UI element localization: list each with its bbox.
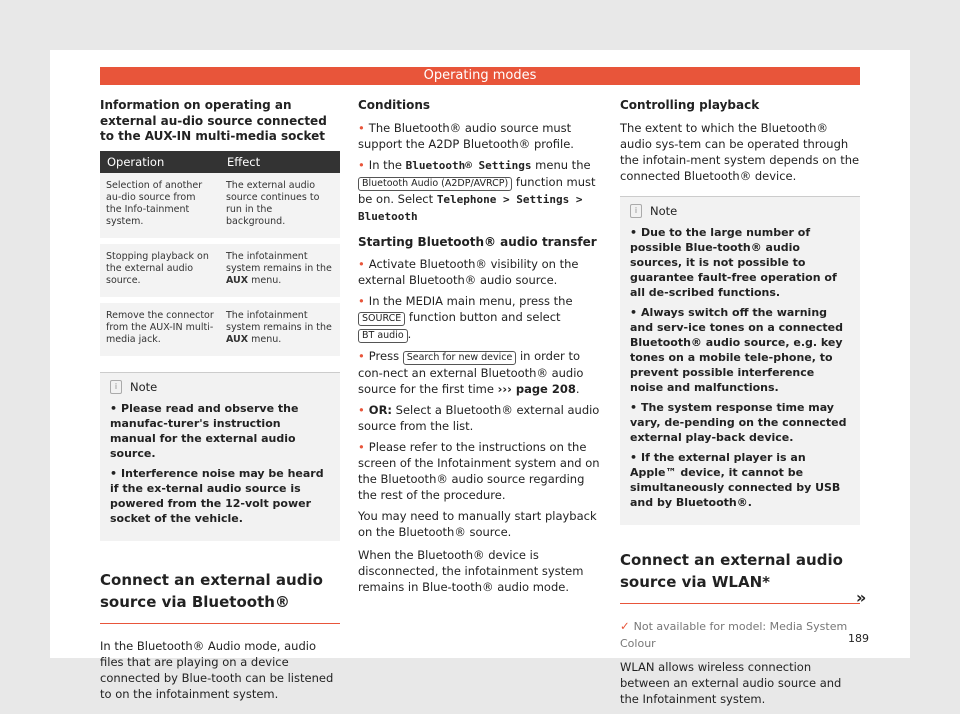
section-divider [100,623,340,624]
column-3 [620,98,860,714]
list-item: • Press Search for new device in order to con-nect an external Bluetooth® audio source for the first time ››› page 208. [358,349,584,396]
table-cell: Selection of another au-dio source from the Info-tainment system. [100,173,220,241]
column-1 [100,98,340,709]
table-row [100,241,340,300]
section-title-bluetooth: Connect an external audio source via Bluetooth® [100,570,323,611]
list-item: • OR: Select a Bluetooth® external audio source from the list. [358,403,600,433]
section-title-wlan: Connect an external audio source via WLAN* [620,550,843,591]
info-icon: i [630,204,642,218]
note-item: • Due to the large number of possible Blue-tooth® audio sources, it is not possible to guarantee fault-free operation of all de-scribed functions. [630,225,837,299]
section-divider [620,603,860,604]
aux-heading: Information on operating an external au-dio source connected to the AUX-IN multi-media socket [100,98,327,143]
conditions-heading: Conditions [358,98,431,112]
availability-note: ✓ Not available for model: Media System Colour [620,618,848,650]
note-item: • The system response time may vary, de-pending on the connected external play-back device. [630,400,847,444]
page-number: 189 [848,632,869,645]
column-2 [358,98,600,602]
controlling-heading: Controlling playback [620,98,760,112]
list-item: • Please refer to the instructions on the screen of the Infotainment system and on the Bluetooth® audio source regarding the rest of the procedure. [358,440,600,502]
search-new-device-label: Search for new device [403,351,517,365]
list-item: • In the Bluetooth® Settings menu the Bluetooth Audio (A2DP/AVRCP) function must be on. Select Telephone > Settings > Bluetooth [358,157,596,223]
note-title: Note [650,203,678,218]
continue-marker: » [856,588,867,607]
list-item: • In the MEDIA main menu, press the SOURCE function button and select BT audio . [358,294,573,341]
table-row [100,300,340,359]
page-reference: ››› page 208 [497,382,576,396]
bluetooth-intro: In the Bluetooth® Audio mode, audio files that are playing on a device connected by Blue-tooth can be listened to on the infotainment system. [100,638,334,701]
paragraph: When the Bluetooth® device is disconnected, the infotainment system remains in Blue-tooth® audio mode. [358,548,584,594]
bt-audio-function-label: Bluetooth Audio (A2DP/AVRCP) [358,177,512,191]
info-icon: i [110,380,122,394]
starting-heading: Starting Bluetooth® audio transfer [358,234,597,249]
bt-audio-label: BT audio [358,329,408,343]
check-icon: ✓ [620,618,630,633]
operations-table [100,151,340,362]
note-item: • Always switch off the warning and serv-ice tones on a connected Bluetooth® audio source, e.g. key tones on a mobile tele-phone, to prevent possible interference noise and malfunctions. [630,305,843,394]
note-box [620,196,860,525]
note-box [100,372,340,541]
table-cell: Remove the connector from the AUX-IN multi-media jack. [100,300,220,359]
paragraph: You may need to manually start playback on the Bluetooth® source. [358,509,597,539]
table-cell: The infotainment system remains in the AUX menu. [220,241,340,300]
table-header-effect: Effect [220,151,340,173]
list-item: • The Bluetooth® audio source must support the A2DP Bluetooth® profile. [358,120,574,151]
table-header-operation: Operation [100,151,220,173]
table-cell: Stopping playback on the external audio source. [100,241,220,300]
page-header: Operating modes [100,67,860,85]
note-title: Note [130,379,158,394]
table-cell: The external audio source continues to run in the background. [220,173,340,241]
paragraph: The extent to which the Bluetooth® audio sys-tem can be operated through the infotain-ment system depends on the connected Bluetooth® device. [620,120,860,183]
note-item: • If the external player is an Apple™ device, it cannot be simultaneously connected by USB and by Bluetooth®. [630,450,841,509]
list-item: • Activate Bluetooth® visibility on the external Bluetooth® audio source. [358,257,579,287]
table-cell: The infotainment system remains in the AUX menu. [220,300,340,359]
note-item: • Interference noise may be heard if the ex-ternal audio source is powered from the 12-volt power socket of the vehicle. [110,466,324,525]
wlan-intro: WLAN allows wireless connection between an external audio source and the Infotainment system. [620,659,842,706]
table-row [100,173,340,241]
note-item: • Please read and observe the manufac-turer's instruction manual for the external audio source. [110,401,299,460]
source-button-label: SOURCE [358,312,405,326]
